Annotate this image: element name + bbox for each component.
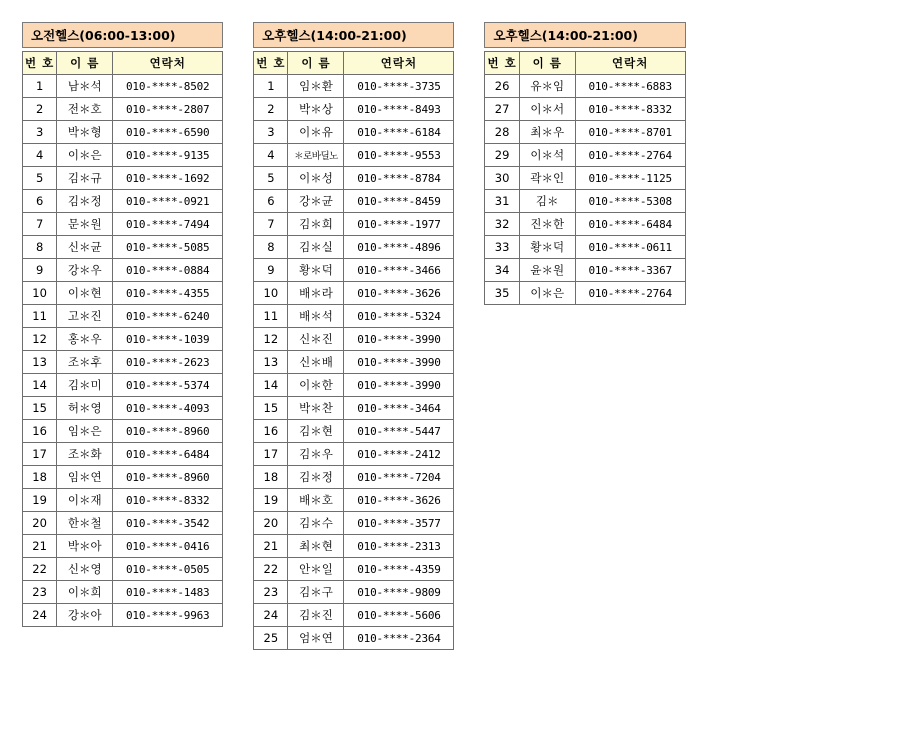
cell-num: 13 <box>254 351 288 374</box>
cell-name: 조＊후 <box>57 351 113 374</box>
cell-phone: 010-****-8784 <box>344 167 454 190</box>
cell-num: 3 <box>254 121 288 144</box>
cell-phone: 010-****-8332 <box>575 98 685 121</box>
table-row <box>23 190 223 213</box>
cell-name: 안＊일 <box>288 558 344 581</box>
cell-name: 신＊배 <box>288 351 344 374</box>
table-row <box>254 282 454 305</box>
table-header-row <box>23 52 223 75</box>
table-row <box>254 512 454 535</box>
cell-name: 유＊임 <box>519 75 575 98</box>
cell-num: 24 <box>23 604 57 627</box>
cell-phone: 010-****-7204 <box>344 466 454 489</box>
cell-num: 21 <box>254 535 288 558</box>
cell-num: 8 <box>254 236 288 259</box>
table-row <box>485 236 685 259</box>
cell-name: 김＊실 <box>288 236 344 259</box>
column-header-name: 이 름 <box>57 52 113 75</box>
member-table <box>22 51 223 627</box>
cell-num: 14 <box>23 374 57 397</box>
cell-name: 박＊상 <box>288 98 344 121</box>
cell-num: 3 <box>23 121 57 144</box>
cell-phone: 010-****-0884 <box>113 259 223 282</box>
table-row <box>254 489 454 512</box>
table-row <box>254 190 454 213</box>
cell-name: 박＊아 <box>57 535 113 558</box>
cell-phone: 010-****-6240 <box>113 305 223 328</box>
cell-name: 배＊호 <box>288 489 344 512</box>
cell-num: 34 <box>485 259 519 282</box>
table-row <box>23 443 223 466</box>
cell-phone: 010-****-0611 <box>575 236 685 259</box>
table-row <box>23 604 223 627</box>
cell-num: 32 <box>485 213 519 236</box>
cell-num: 5 <box>254 167 288 190</box>
cell-num: 5 <box>23 167 57 190</box>
cell-num: 9 <box>23 259 57 282</box>
cell-phone: 010-****-1125 <box>575 167 685 190</box>
cell-phone: 010-****-2364 <box>344 627 454 650</box>
column-header-phone: 연락처 <box>344 52 454 75</box>
cell-name: 이＊한 <box>288 374 344 397</box>
cell-num: 4 <box>254 144 288 167</box>
cell-num: 33 <box>485 236 519 259</box>
cell-name: 전＊호 <box>57 98 113 121</box>
table-row <box>254 374 454 397</box>
table-row <box>23 351 223 374</box>
member-table <box>253 51 454 650</box>
cell-num: 15 <box>23 397 57 420</box>
cell-num: 15 <box>254 397 288 420</box>
table-row <box>23 305 223 328</box>
table-header-row <box>254 52 454 75</box>
cell-name: 강＊우 <box>57 259 113 282</box>
cell-num: 18 <box>254 466 288 489</box>
cell-phone: 010-****-2623 <box>113 351 223 374</box>
cell-num: 23 <box>254 581 288 604</box>
cell-name: 신＊영 <box>57 558 113 581</box>
cell-num: 4 <box>23 144 57 167</box>
table-row <box>254 328 454 351</box>
table-block <box>22 22 223 627</box>
table-title: 오후헬스(14:00-21:00) <box>484 22 685 48</box>
cell-num: 26 <box>485 75 519 98</box>
table-row <box>254 121 454 144</box>
table-row <box>23 535 223 558</box>
cell-phone: 010-****-2412 <box>344 443 454 466</box>
cell-phone: 010-****-9553 <box>344 144 454 167</box>
cell-num: 9 <box>254 259 288 282</box>
cell-num: 23 <box>23 581 57 604</box>
cell-phone: 010-****-1039 <box>113 328 223 351</box>
cell-phone: 010-****-9135 <box>113 144 223 167</box>
cell-num: 1 <box>23 75 57 98</box>
column-header-name: 이 름 <box>519 52 575 75</box>
table-row <box>254 259 454 282</box>
cell-phone: 010-****-2764 <box>575 282 685 305</box>
cell-phone: 010-****-6590 <box>113 121 223 144</box>
cell-num: 2 <box>254 98 288 121</box>
table-row <box>254 397 454 420</box>
cell-phone: 010-****-4093 <box>113 397 223 420</box>
table-row <box>254 581 454 604</box>
cell-phone: 010-****-8960 <box>113 466 223 489</box>
cell-num: 19 <box>23 489 57 512</box>
cell-phone: 010-****-5447 <box>344 420 454 443</box>
cell-name: 임＊은 <box>57 420 113 443</box>
cell-num: 13 <box>23 351 57 374</box>
cell-phone: 010-****-1483 <box>113 581 223 604</box>
table-row <box>254 466 454 489</box>
cell-num: 30 <box>485 167 519 190</box>
column-header-num: 번 호 <box>23 52 57 75</box>
cell-phone: 010-****-3990 <box>344 374 454 397</box>
table-row <box>23 75 223 98</box>
table-row <box>485 190 685 213</box>
cell-name: 이＊서 <box>519 98 575 121</box>
cell-phone: 010-****-0921 <box>113 190 223 213</box>
cell-num: 22 <box>23 558 57 581</box>
cell-num: 6 <box>254 190 288 213</box>
cell-name: 곽＊인 <box>519 167 575 190</box>
table-row <box>254 351 454 374</box>
table-row <box>23 144 223 167</box>
table-row <box>23 121 223 144</box>
cell-name: 이＊은 <box>57 144 113 167</box>
cell-phone: 010-****-2764 <box>575 144 685 167</box>
cell-name: 조＊화 <box>57 443 113 466</box>
cell-phone: 010-****-3626 <box>344 489 454 512</box>
cell-name: 윤＊원 <box>519 259 575 282</box>
table-row <box>485 259 685 282</box>
cell-phone: 010-****-6484 <box>113 443 223 466</box>
cell-name: 김＊규 <box>57 167 113 190</box>
table-block <box>253 22 454 650</box>
cell-name: 최＊현 <box>288 535 344 558</box>
table-row <box>23 98 223 121</box>
table-row <box>254 420 454 443</box>
cell-num: 6 <box>23 190 57 213</box>
cell-name: 임＊환 <box>288 75 344 98</box>
cell-name: 최＊우 <box>519 121 575 144</box>
cell-phone: 010-****-3367 <box>575 259 685 282</box>
cell-name: 엄＊연 <box>288 627 344 650</box>
table-row <box>254 627 454 650</box>
cell-phone: 010-****-6484 <box>575 213 685 236</box>
cell-phone: 010-****-8459 <box>344 190 454 213</box>
cell-num: 16 <box>254 420 288 443</box>
cell-num: 14 <box>254 374 288 397</box>
table-row <box>485 121 685 144</box>
table-row <box>254 305 454 328</box>
cell-name: 이＊은 <box>519 282 575 305</box>
cell-phone: 010-****-4359 <box>344 558 454 581</box>
table-row <box>254 443 454 466</box>
cell-name: 홍＊우 <box>57 328 113 351</box>
cell-phone: 010-****-2807 <box>113 98 223 121</box>
table-row <box>254 604 454 627</box>
cell-phone: 010-****-9963 <box>113 604 223 627</box>
cell-phone: 010-****-5324 <box>344 305 454 328</box>
table-row <box>485 213 685 236</box>
cell-phone: 010-****-5308 <box>575 190 685 213</box>
cell-phone: 010-****-3466 <box>344 259 454 282</box>
cell-phone: 010-****-3464 <box>344 397 454 420</box>
cell-num: 25 <box>254 627 288 650</box>
cell-phone: 010-****-7494 <box>113 213 223 236</box>
cell-num: 8 <box>23 236 57 259</box>
table-row <box>23 167 223 190</box>
cell-name: 남＊석 <box>57 75 113 98</box>
cell-num: 10 <box>254 282 288 305</box>
table-row <box>23 512 223 535</box>
cell-phone: 010-****-3735 <box>344 75 454 98</box>
cell-name: 김＊희 <box>288 213 344 236</box>
cell-name: 신＊균 <box>57 236 113 259</box>
cell-phone: 010-****-3542 <box>113 512 223 535</box>
cell-num: 1 <box>254 75 288 98</box>
cell-phone: 010-****-5374 <box>113 374 223 397</box>
cell-num: 28 <box>485 121 519 144</box>
table-row <box>23 213 223 236</box>
table-block <box>484 22 685 305</box>
cell-phone: 010-****-8493 <box>344 98 454 121</box>
cell-num: 2 <box>23 98 57 121</box>
table-row <box>23 328 223 351</box>
cell-name: 이＊재 <box>57 489 113 512</box>
cell-phone: 010-****-0505 <box>113 558 223 581</box>
cell-name: 이＊유 <box>288 121 344 144</box>
cell-num: 10 <box>23 282 57 305</box>
cell-name: 고＊진 <box>57 305 113 328</box>
cell-name: 김＊현 <box>288 420 344 443</box>
cell-name: 김＊ <box>519 190 575 213</box>
table-row <box>254 558 454 581</box>
cell-phone: 010-****-3577 <box>344 512 454 535</box>
cell-num: 24 <box>254 604 288 627</box>
cell-name: 이＊희 <box>57 581 113 604</box>
column-header-phone: 연락처 <box>113 52 223 75</box>
cell-name: 김＊수 <box>288 512 344 535</box>
table-row <box>23 489 223 512</box>
cell-phone: 010-****-4896 <box>344 236 454 259</box>
cell-num: 22 <box>254 558 288 581</box>
column-header-phone: 연락처 <box>575 52 685 75</box>
cell-phone: 010-****-9809 <box>344 581 454 604</box>
cell-num: 7 <box>23 213 57 236</box>
cell-name: 배＊라 <box>288 282 344 305</box>
cell-name: 이＊성 <box>288 167 344 190</box>
cell-num: 12 <box>23 328 57 351</box>
table-row <box>254 535 454 558</box>
table-header-row <box>485 52 685 75</box>
table-row <box>485 282 685 305</box>
cell-num: 27 <box>485 98 519 121</box>
cell-phone: 010-****-8960 <box>113 420 223 443</box>
table-row <box>23 558 223 581</box>
cell-name: 한＊철 <box>57 512 113 535</box>
table-row <box>485 75 685 98</box>
column-header-num: 번 호 <box>485 52 519 75</box>
cell-name: 이＊석 <box>519 144 575 167</box>
column-header-num: 번 호 <box>254 52 288 75</box>
table-row <box>254 75 454 98</box>
cell-num: 20 <box>254 512 288 535</box>
cell-phone: 010-****-5606 <box>344 604 454 627</box>
table-row <box>485 167 685 190</box>
cell-name: 김＊진 <box>288 604 344 627</box>
table-row <box>23 236 223 259</box>
table-row <box>23 397 223 420</box>
cell-phone: 010-****-2313 <box>344 535 454 558</box>
cell-num: 21 <box>23 535 57 558</box>
table-row <box>23 282 223 305</box>
table-row <box>254 167 454 190</box>
cell-phone: 010-****-4355 <box>113 282 223 305</box>
cell-name: 이＊현 <box>57 282 113 305</box>
table-title: 오후헬스(14:00-21:00) <box>253 22 454 48</box>
cell-phone: 010-****-8701 <box>575 121 685 144</box>
cell-phone: 010-****-3990 <box>344 328 454 351</box>
table-row <box>254 236 454 259</box>
cell-phone: 010-****-5085 <box>113 236 223 259</box>
cell-name: 배＊석 <box>288 305 344 328</box>
cell-num: 19 <box>254 489 288 512</box>
table-row <box>485 144 685 167</box>
table-title: 오전헬스(06:00-13:00) <box>22 22 223 48</box>
cell-phone: 010-****-1977 <box>344 213 454 236</box>
cell-name: 김＊우 <box>288 443 344 466</box>
table-row <box>254 98 454 121</box>
cell-phone: 010-****-0416 <box>113 535 223 558</box>
cell-name: 김＊구 <box>288 581 344 604</box>
cell-name: 김＊미 <box>57 374 113 397</box>
table-row <box>23 374 223 397</box>
cell-name: 진＊한 <box>519 213 575 236</box>
cell-num: 35 <box>485 282 519 305</box>
cell-phone: 010-****-3990 <box>344 351 454 374</box>
table-row <box>23 581 223 604</box>
cell-num: 17 <box>254 443 288 466</box>
cell-num: 20 <box>23 512 57 535</box>
cell-name: 신＊진 <box>288 328 344 351</box>
cell-name: 김＊정 <box>288 466 344 489</box>
table-row <box>23 259 223 282</box>
cell-name: 문＊원 <box>57 213 113 236</box>
cell-name: 박＊형 <box>57 121 113 144</box>
cell-phone: 010-****-3626 <box>344 282 454 305</box>
table-row <box>23 466 223 489</box>
cell-phone: 010-****-1692 <box>113 167 223 190</box>
cell-num: 11 <box>254 305 288 328</box>
cell-phone: 010-****-6883 <box>575 75 685 98</box>
cell-num: 16 <box>23 420 57 443</box>
cell-num: 17 <box>23 443 57 466</box>
cell-name: 강＊균 <box>288 190 344 213</box>
table-row <box>485 98 685 121</box>
cell-name: 김＊정 <box>57 190 113 213</box>
cell-num: 11 <box>23 305 57 328</box>
cell-num: 7 <box>254 213 288 236</box>
cell-num: 29 <box>485 144 519 167</box>
cell-num: 12 <box>254 328 288 351</box>
table-row <box>254 213 454 236</box>
column-header-name: 이 름 <box>288 52 344 75</box>
table-row <box>254 144 454 167</box>
cell-name: 박＊찬 <box>288 397 344 420</box>
cell-name: ＊로바딜노 <box>288 144 344 167</box>
cell-name: 허＊영 <box>57 397 113 420</box>
cell-phone: 010-****-8502 <box>113 75 223 98</box>
cell-name: 강＊아 <box>57 604 113 627</box>
cell-name: 황＊덕 <box>288 259 344 282</box>
cell-phone: 010-****-6184 <box>344 121 454 144</box>
table-row <box>23 420 223 443</box>
cell-name: 황＊덕 <box>519 236 575 259</box>
member-table <box>484 51 685 305</box>
cell-name: 임＊연 <box>57 466 113 489</box>
cell-num: 18 <box>23 466 57 489</box>
cell-num: 31 <box>485 190 519 213</box>
cell-phone: 010-****-8332 <box>113 489 223 512</box>
